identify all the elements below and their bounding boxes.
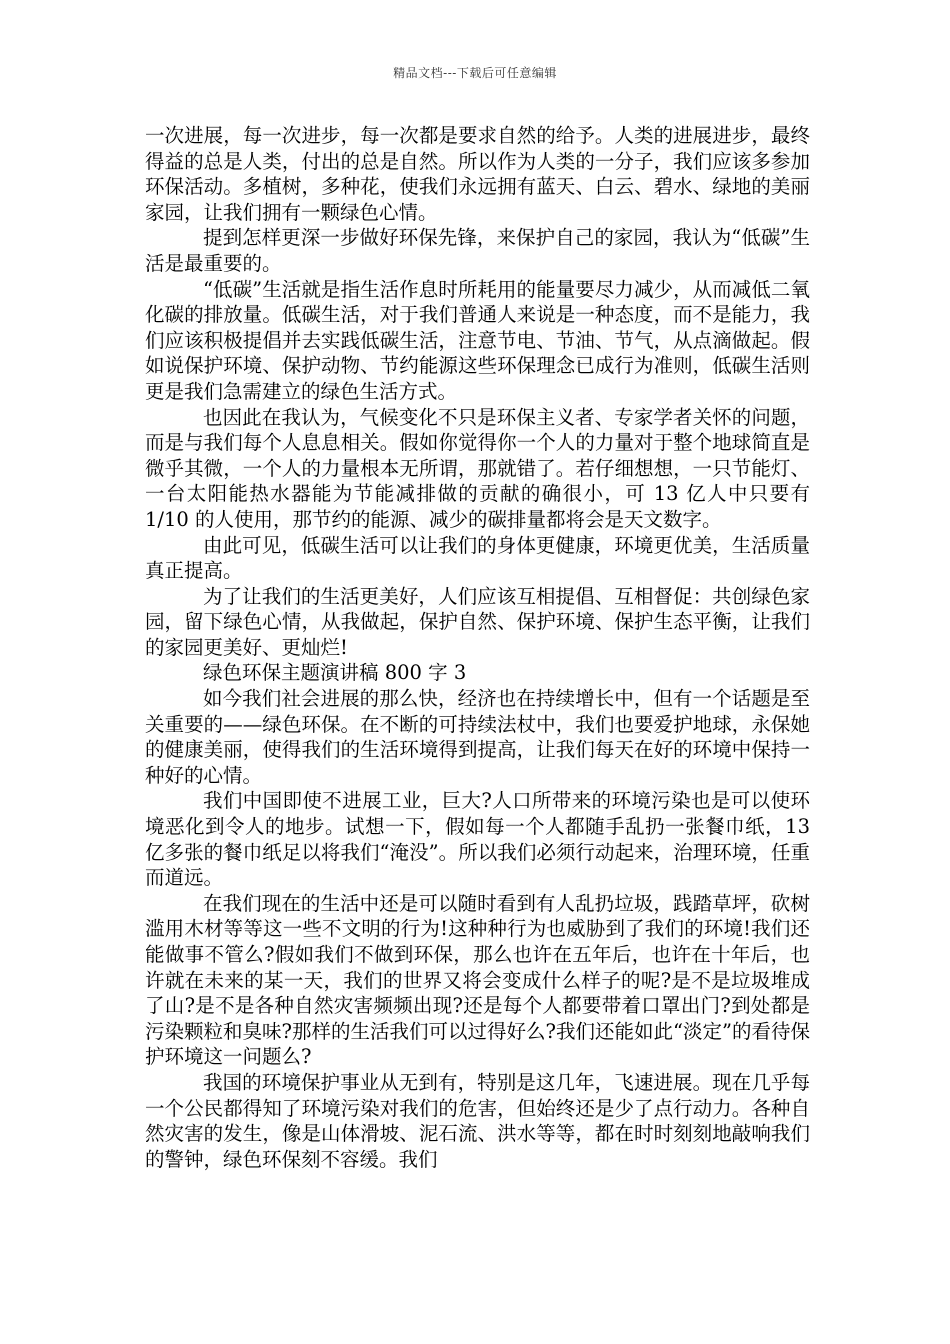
paragraph-uncivilized-behavior: 在我们现在的生活中还是可以随时看到有人乱扔垃圾，践踏草坪，砍树滥用木材等等这一些不文明的行为!这种种行为也威胁到了我们的环境!我们还能做事不管么?假如我们不做到环保，那么也许在五年后，也许在十年后，也许就在未来的某一天，我们的世界又将会变成什么样子的呢?是不是垃圾堆成了山?是不是各种自然灾害频频出现?还是每个人都要带着口罩出门?到处都是污染颗粒和臭味?那样的生活我们可以过得好么?我们还能如此“淡定”的看待保护环境这一问题么? <box>145 891 810 1069</box>
paragraph-low-carbon-definition: “低碳”生活就是指生活作息时所耗用的能量要尽力减少，从而减低二氧化碳的排放量。低碳生活，对于我们普通人来说是一种态度，而不是能力，我们应该积极提倡并去实践低碳生活，注意节电、节油、节气，从点滴做起。假如说保护环境、保护动物、节约能源这些环保理念已成行为准则，低碳生活则更是我们急需建立的绿色生活方式。 <box>145 277 810 403</box>
paragraph-conclusion: 由此可见，低碳生活可以让我们的身体更健康，环境更优美，生活质量真正提高。 <box>145 533 810 583</box>
paragraph-climate-change: 也因此在我认为，气候变化不只是环保主义者、专家学者关怀的问题，而是与我们每个人息息相关。假如你觉得你一个人的力量对于整个地球简直是微乎其微，一个人的力量根本无所谓，那就错了。若仔细想想，一只节能灯、一台太阳能热水器能为节能减排做的贡献的确很小，可 13 亿人中只要有 1/10 的人使用，那节约的能源、减少的碳排量都将会是天文数字。 <box>145 405 810 531</box>
paragraph-speech-intro: 如今我们社会进展的那么快，经济也在持续增长中，但有一个话题是至关重要的——绿色环保。在不断的可持续法杖中，我们也要爱护地球，永保她的健康美丽，使得我们的生活环境得到提高，让我们每天在好的环境中保持一种好的心情。 <box>145 687 810 787</box>
page-header: 精品文档---下载后可任意编辑 <box>393 66 557 80</box>
paragraph-industry-pollution: 我们中国即使不进展工业，巨大?人口所带来的环境污染也是可以使环境恶化到令人的地步。试想一下，假如每一个人都随手乱扔一张餐巾纸，13 亿多张的餐巾纸足以将我们“淹没”。所以我们必须行动起来，治理环境，任重而道远。 <box>145 789 810 890</box>
section-heading: 绿色环保主题演讲稿 800 字 3 <box>203 661 467 685</box>
document-body <box>145 123 810 1172</box>
paragraph-low-carbon-intro: 提到怎样更深一步做好环保先锋，来保护自己的家园，我认为“低碳”生活是最重要的。 <box>145 226 810 275</box>
paragraph-environmental-protection: 我国的环境保护事业从无到有，特别是这几年，飞速进展。现在几乎每一个公民都得知了环境污染对我们的危害，但始终还是少了点行动力。各种自然灾害的发生，像是山体滑坡、泥石流、洪水等等，都在时时刻刻地敲响我们的警钟，绿色环保刻不容缓。我们 <box>145 1070 810 1171</box>
paragraph-call-to-action: 为了让我们的生活更美好，人们应该互相提倡、互相督促：共创绿色家园，留下绿色心情，从我做起，保护自然、保护环境、保护生态平衡，让我们的家园更美好、更灿烂! <box>145 584 810 659</box>
paragraph-continuation: 一次进展，每一次进步，每一次都是要求自然的给予。人类的进展进步，最终得益的总是人类，付出的总是自然。所以作为人类的一分子，我们应该多参加环保活动。多植树，多种花，使我们永远拥有蓝天、白云、碧水、绿地的美丽家园，让我们拥有一颗绿色心情。 <box>145 124 810 224</box>
